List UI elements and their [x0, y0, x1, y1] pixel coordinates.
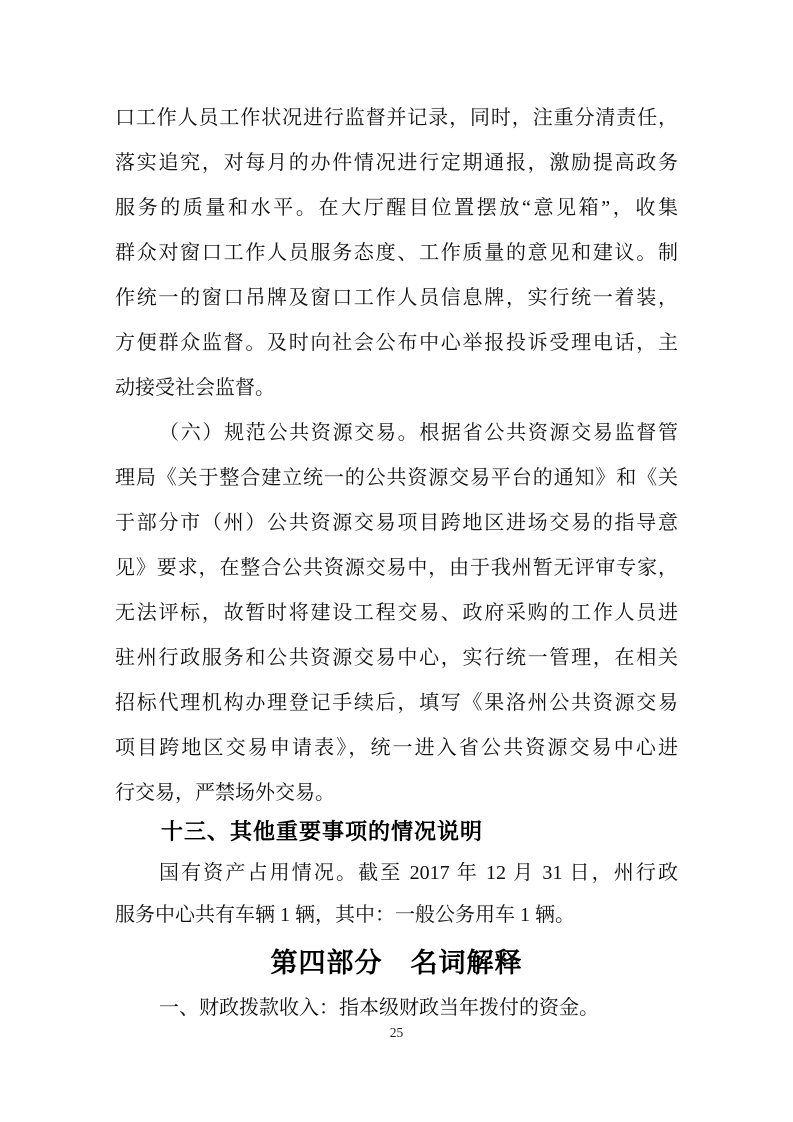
text-line: 无法评标，故暂时将建设工程交易、政府采购的工作人员进 [115, 602, 678, 624]
page-number: 25 [389, 1025, 404, 1040]
text-line: 一、财政拨款收入：指本级财政当年拨付的资金。 [159, 997, 599, 1019]
state-assets-paragraph [115, 852, 678, 936]
body-text [115, 96, 678, 816]
text-line: 招标代理机构办理登记手续后，填写《果洛州公共资源交易 [115, 692, 678, 714]
text-line: 服务的质量和水平。在大厅醒目位置摆放“意见箱”，收集 [115, 197, 678, 219]
text-line: 动接受社会监督。 [115, 377, 275, 399]
text-line: （六）规范公共资源交易。根据省公共资源交易监督管 [159, 422, 678, 444]
text-line: 理局《关于整合建立统一的公共资源交易平台的通知》和《关 [115, 467, 678, 489]
part4-heading: 第四部分 名词解释 [270, 948, 523, 978]
section-heading-13: 十三、其他重要事项的情况说明 [161, 819, 484, 844]
text-line: 群众对窗口工作人员服务态度、工作质量的意见和建议。制 [115, 242, 678, 264]
text-line: 作统一的窗口吊牌及窗口工作人员信息牌，实行统一着装， [115, 287, 678, 309]
text-line: 落实追究，对每月的办件情况进行定期通报，激励提高政务 [115, 152, 678, 174]
text-line: 见》要求，在整合公共资源交易中，由于我州暂无评审专家， [115, 557, 678, 579]
text-line: 行交易，严禁场外交易。 [115, 782, 335, 804]
glossary-first-item [115, 988, 678, 1029]
text-line: 于部分市（州）公共资源交易项目跨地区进场交易的指导意 [115, 512, 678, 534]
text-line: 口工作人员工作状况进行监督并记录，同时，注重分清责任， [115, 107, 678, 129]
text-line: 国有资产占用情况。截至 2017 年 12 月 31 日，州行政 [159, 862, 678, 884]
text-line: 驻州行政服务和公共资源交易中心，实行统一管理，在相关 [115, 647, 678, 669]
text-line: 项目跨地区交易申请表》，统一进入省公共资源交易中心进 [115, 737, 678, 759]
text-line: 服务中心共有车辆 1 辆，其中：一般公务用车 1 辆。 [115, 904, 575, 926]
text-line: 方便群众监督。及时向社会公布中心举报投诉受理电话，主 [115, 332, 678, 354]
